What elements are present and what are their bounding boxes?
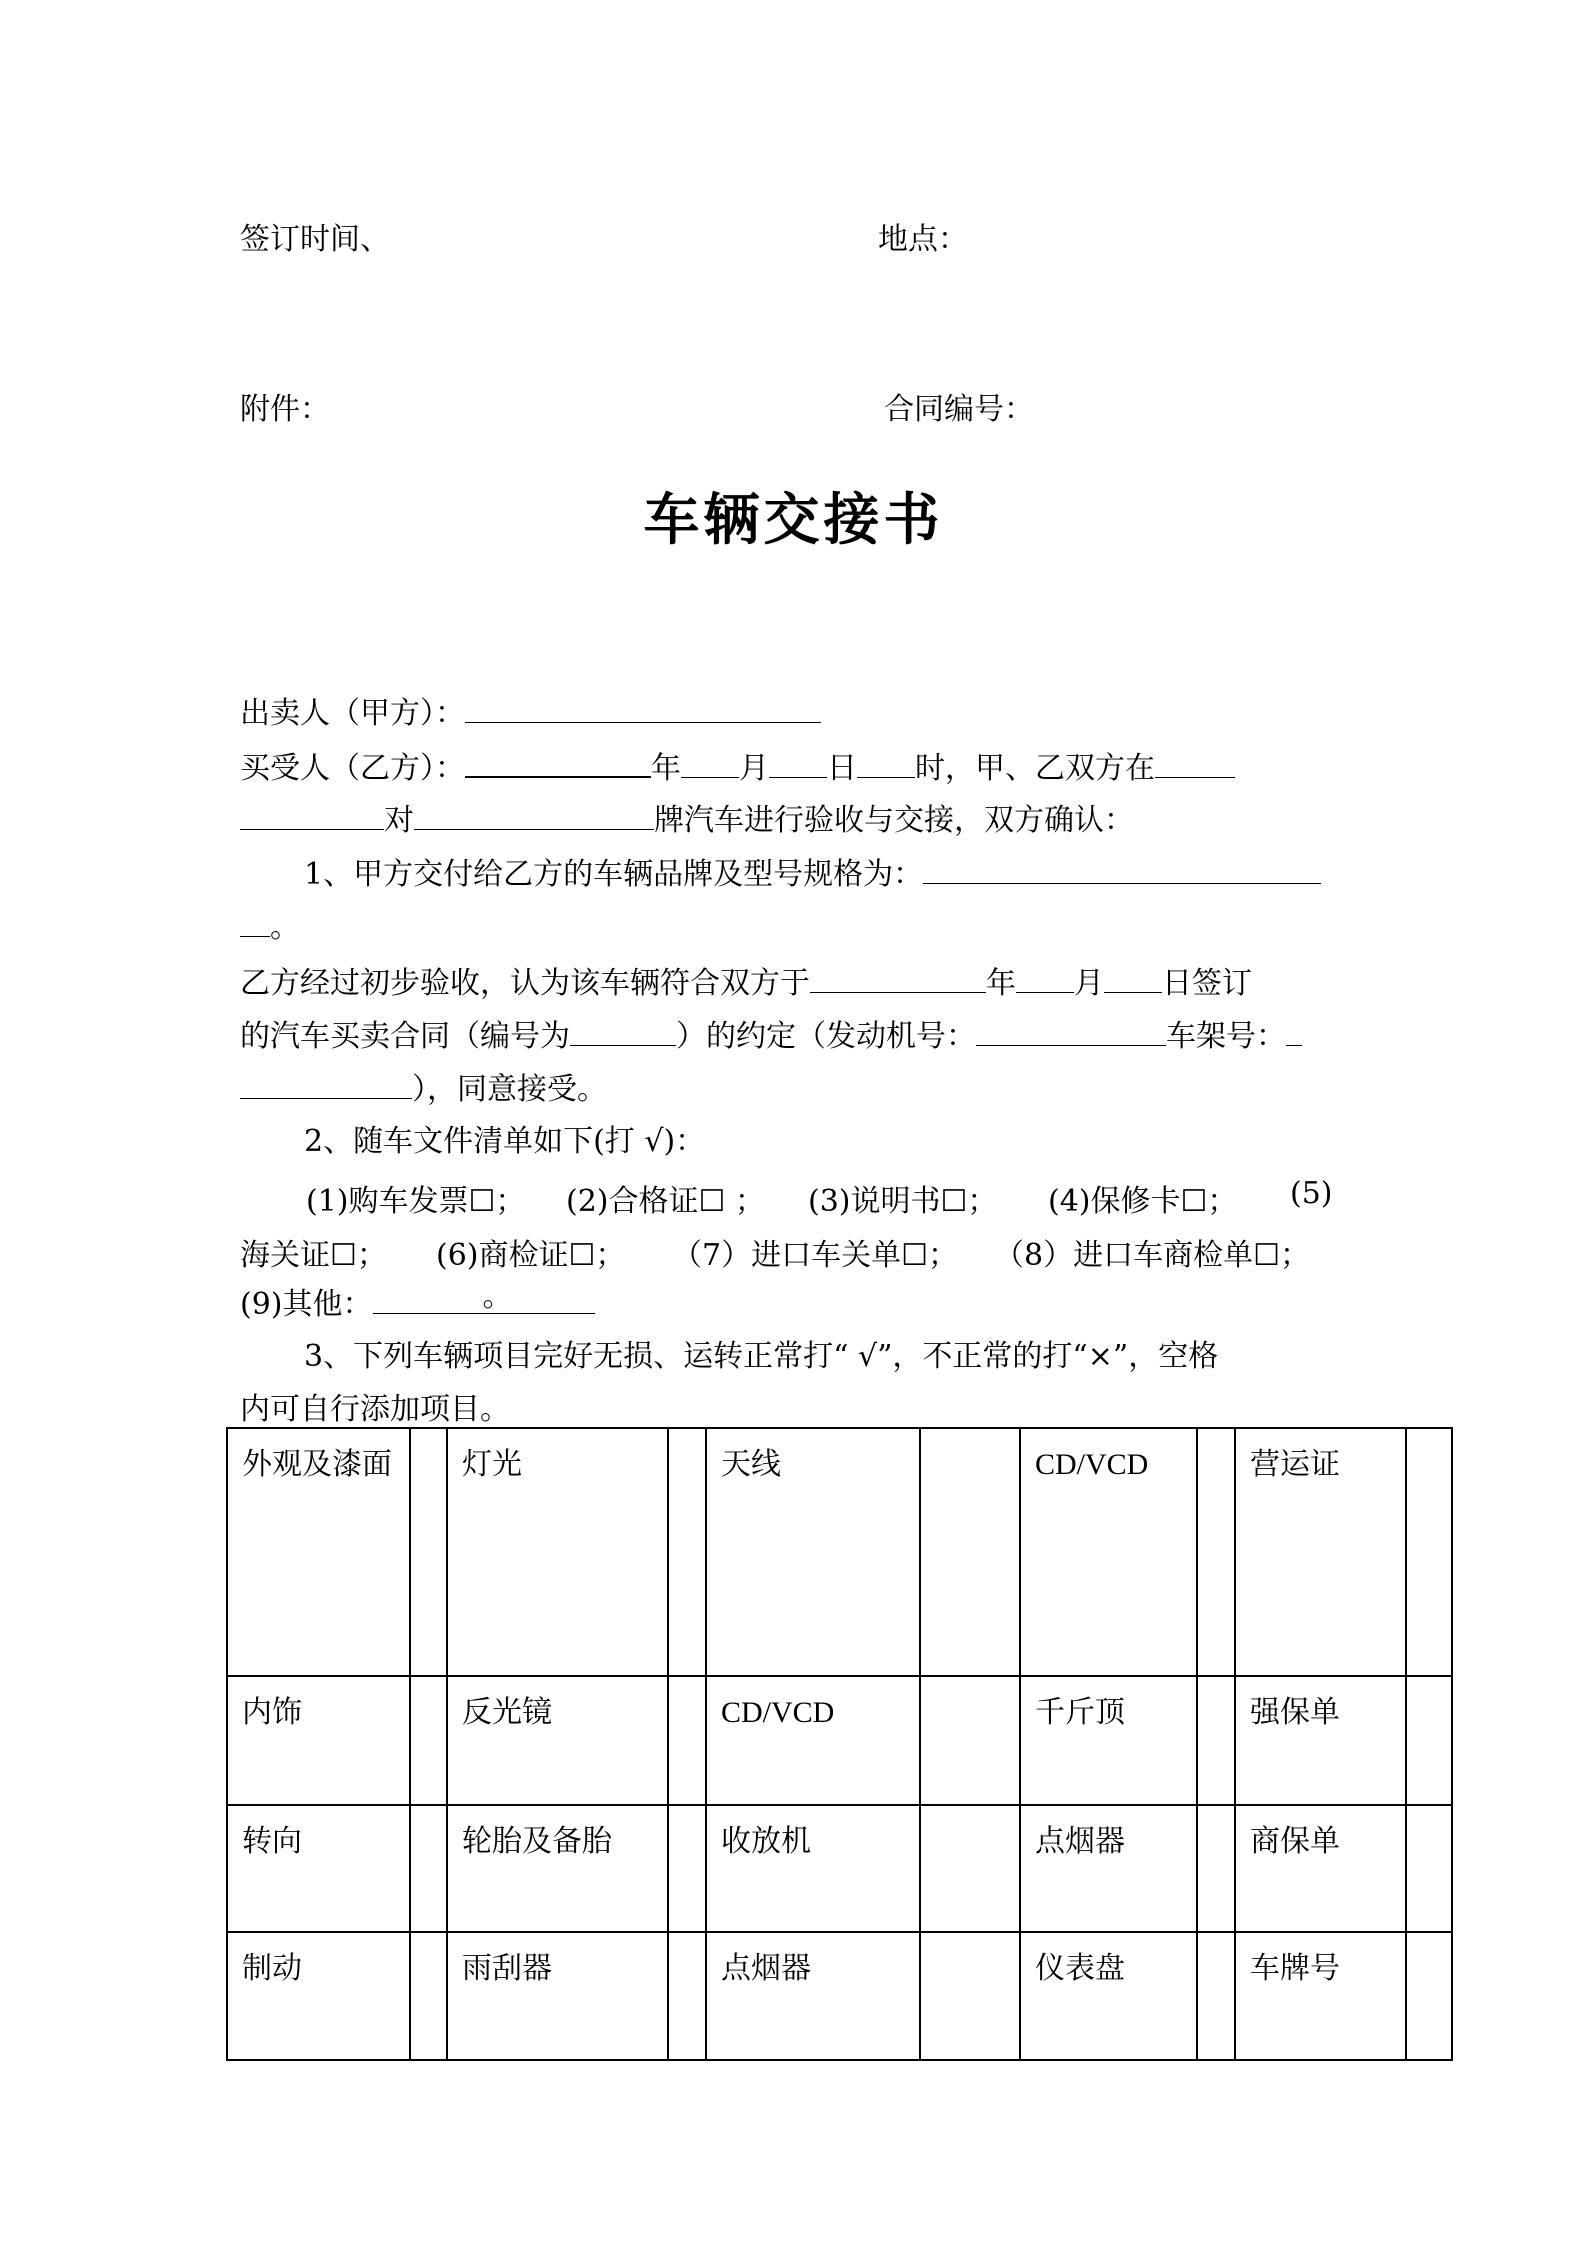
doc-other-line [240,1279,595,1325]
table-check-cell[interactable] [668,1676,706,1805]
brand-model-blank[interactable] [923,853,1321,884]
table-item-label: 强保单 [1235,1676,1406,1805]
table-check-cell[interactable] [1406,1932,1452,2060]
month-label: 月 [739,751,769,786]
signed-year-blank[interactable] [810,962,986,993]
doc-warranty-card[interactable]: (4)保修卡☐； [1048,1184,1238,1219]
signed-month-label: 月 [1074,966,1104,1001]
doc-certificate[interactable]: (2)合格证☐ ； [566,1184,765,1219]
doc-import-inspection[interactable]: （8）进口车商检单☐； [994,1238,1310,1273]
table-row [227,1676,1452,1805]
table-check-cell[interactable] [920,1676,1020,1805]
table-check-cell[interactable] [1197,1428,1235,1676]
doc-other-label: (9)其他： [240,1287,373,1322]
table-item-label: 雨刮器 [447,1932,668,2060]
table-item-label: 灯光 [447,1428,668,1676]
table-check-cell[interactable] [1197,1805,1235,1933]
table-check-cell[interactable] [1406,1428,1452,1676]
table-check-cell[interactable] [668,1805,706,1933]
table-check-cell[interactable] [410,1805,447,1933]
doc-other-period: 。 [482,1279,513,1314]
table-item-label: CD/VCD [1020,1428,1197,1676]
hour-parties-text: 时，甲、乙双方在 [915,751,1155,786]
table-check-cell[interactable] [920,1805,1020,1933]
buyer-line [240,746,1235,789]
table-check-cell[interactable] [920,1428,1020,1676]
place-label: 地点： [878,222,968,257]
sign-time-label: 签订时间、 [240,222,390,257]
contract-line [240,1015,1302,1057]
signed-day-label: 日签订 [1162,966,1252,1001]
item3-line-cont: 内可自行添加项目。 [240,1392,510,1427]
doc-inspection-cert[interactable]: (6)商检证☐； [436,1238,626,1273]
agree-text: ），同意接受。 [412,1072,607,1107]
signed-year-label: 年 [986,966,1016,1001]
engine-number-blank[interactable] [976,1015,1166,1046]
table-item-label: 营运证 [1235,1428,1406,1676]
table-item-label: 制动 [227,1932,410,2060]
location-blank-cont[interactable] [240,799,384,830]
table-check-cell[interactable] [1406,1676,1452,1805]
table-check-cell[interactable] [920,1932,1020,2060]
plate-blank[interactable] [414,799,654,830]
table-check-cell[interactable] [410,1428,447,1676]
hour-blank[interactable] [857,747,915,778]
table-item-label: 千斤顶 [1020,1676,1197,1805]
doc-manual[interactable]: (3)说明书☐； [808,1184,998,1219]
item3-line: 3、下列车辆项目完好无损、运转正常打“ √”，不正常的打“×”，空格 [304,1339,1219,1374]
inspection-table [226,1427,1453,2061]
document-title: 车辆交接书 [643,487,944,553]
brand-model-blank-cont[interactable] [240,906,270,937]
table-item-label: 仪表盘 [1020,1932,1197,2060]
table-check-cell[interactable] [1197,1932,1235,2060]
engine-number-label: ）的约定（发动机号： [676,1019,976,1054]
month-blank[interactable] [681,747,739,778]
doc-customs-cert[interactable]: 海关证☐； [240,1238,387,1273]
item2-line: 2、随车文件清单如下(打 √)： [304,1124,706,1159]
contract-number-blank[interactable] [570,1015,676,1046]
contract-number-label: 合同编号： [884,392,1034,427]
doc-import-customs[interactable]: （7）进口车关单☐； [672,1238,958,1273]
table-item-label: 车牌号 [1235,1932,1406,2060]
doc-purchase-invoice[interactable]: (1)购车发票☐； [306,1184,526,1219]
table-check-cell[interactable] [1406,1805,1452,1933]
table-item-label: 反光镜 [447,1676,668,1805]
table-item-label: 收放机 [706,1805,920,1933]
item1-cont-line [240,906,300,948]
to-label: 对 [384,803,414,838]
buyer-blank[interactable] [465,746,651,778]
doc-other-blank[interactable] [373,1279,595,1314]
table-item-label: 外观及漆面 [227,1428,410,1676]
inspect-line [240,962,1252,1004]
period-mark: 。 [270,910,300,945]
frame-number-label: 车架号： [1166,1019,1286,1054]
table-item-label: 点烟器 [706,1932,920,2060]
agree-line [240,1068,607,1110]
frame-number-blank[interactable] [1286,1015,1302,1046]
table-row [227,1932,1452,2060]
item1-line [304,853,1321,895]
doc-item-5-number: (5) [1290,1176,1333,1211]
year-label: 年 [651,751,681,786]
table-item-label: CD/VCD [706,1676,920,1805]
table-check-cell[interactable] [410,1932,447,2060]
seller-line [240,692,821,734]
table-item-label: 点烟器 [1020,1805,1197,1933]
location-blank[interactable] [1155,747,1235,778]
table-item-label: 转向 [227,1805,410,1933]
table-check-cell[interactable] [668,1428,706,1676]
plate-text: 牌汽车进行验收与交接，双方确认： [654,803,1134,838]
table-check-cell[interactable] [1197,1676,1235,1805]
contract-prefix-text: 的汽车买卖合同（编号为 [240,1019,570,1054]
signed-month-blank[interactable] [1016,962,1074,993]
table-item-label: 商保单 [1235,1805,1406,1933]
buyer-label: 买受人（乙方）： [240,751,465,786]
day-blank[interactable] [769,747,827,778]
day-label: 日 [827,751,857,786]
attachment-label: 附件： [240,392,330,427]
table-row [227,1428,1452,1676]
table-row [227,1805,1452,1933]
inspect-text: 乙方经过初步验收，认为该车辆符合双方于 [240,966,810,1001]
table-item-label: 内饰 [227,1676,410,1805]
plate-line [240,799,1134,841]
table-check-cell[interactable] [668,1932,706,2060]
seller-label: 出卖人（甲方）： [240,696,465,731]
frame-number-blank-cont[interactable] [240,1068,412,1099]
signed-day-blank[interactable] [1104,962,1162,993]
table-item-label: 天线 [706,1428,920,1676]
seller-blank[interactable] [465,692,821,723]
table-item-label: 轮胎及备胎 [447,1805,668,1933]
table-check-cell[interactable] [410,1676,447,1805]
item1-text: 1、甲方交付给乙方的车辆品牌及型号规格为： [304,857,924,892]
